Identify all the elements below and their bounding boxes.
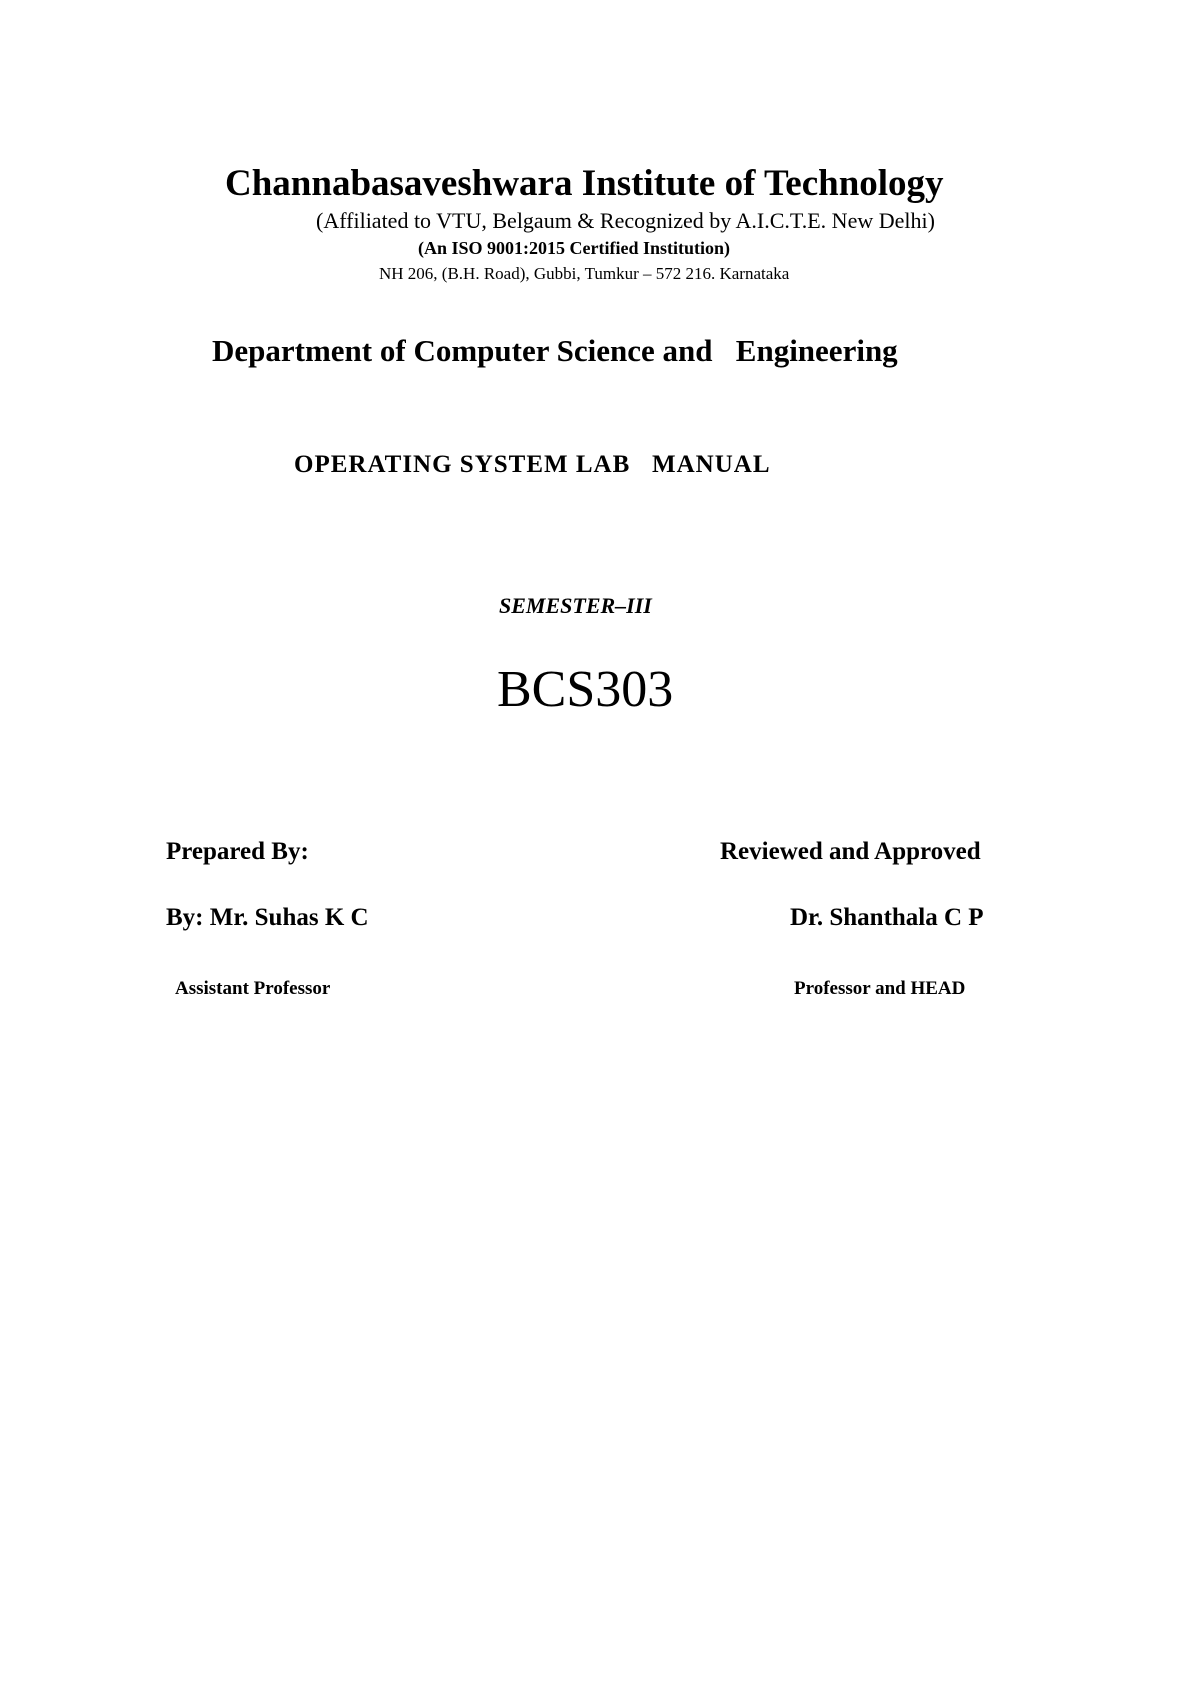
semester-label: SEMESTER–III	[499, 593, 652, 618]
manual-title: OPERATING SYSTEM LAB MANUAL	[294, 451, 771, 478]
reviewer-role: Professor and HEAD	[794, 978, 966, 999]
preparer-role: Assistant Professor	[175, 978, 331, 999]
institute-name: Channabasaveshwara Institute of Technology	[225, 163, 944, 204]
course-code: BCS303	[497, 661, 674, 718]
prepared-by-label: Prepared By:	[166, 838, 309, 865]
department-title: Department of Computer Science and Engineering	[212, 333, 898, 368]
reviewed-approved-label: Reviewed and Approved	[720, 838, 981, 865]
certification-line: (An ISO 9001:2015 Certified Institution)	[418, 238, 731, 258]
affiliation-line: (Affiliated to VTU, Belgaum & Recognized by A.I.C.T.E. New Delhi)	[316, 208, 935, 233]
address-line: NH 206, (B.H. Road), Gubbi, Tumkur – 572 216. Karnataka	[379, 264, 790, 283]
preparer-name: By: Mr. Suhas K C	[166, 904, 369, 931]
reviewer-name: Dr. Shanthala C P	[790, 904, 984, 931]
